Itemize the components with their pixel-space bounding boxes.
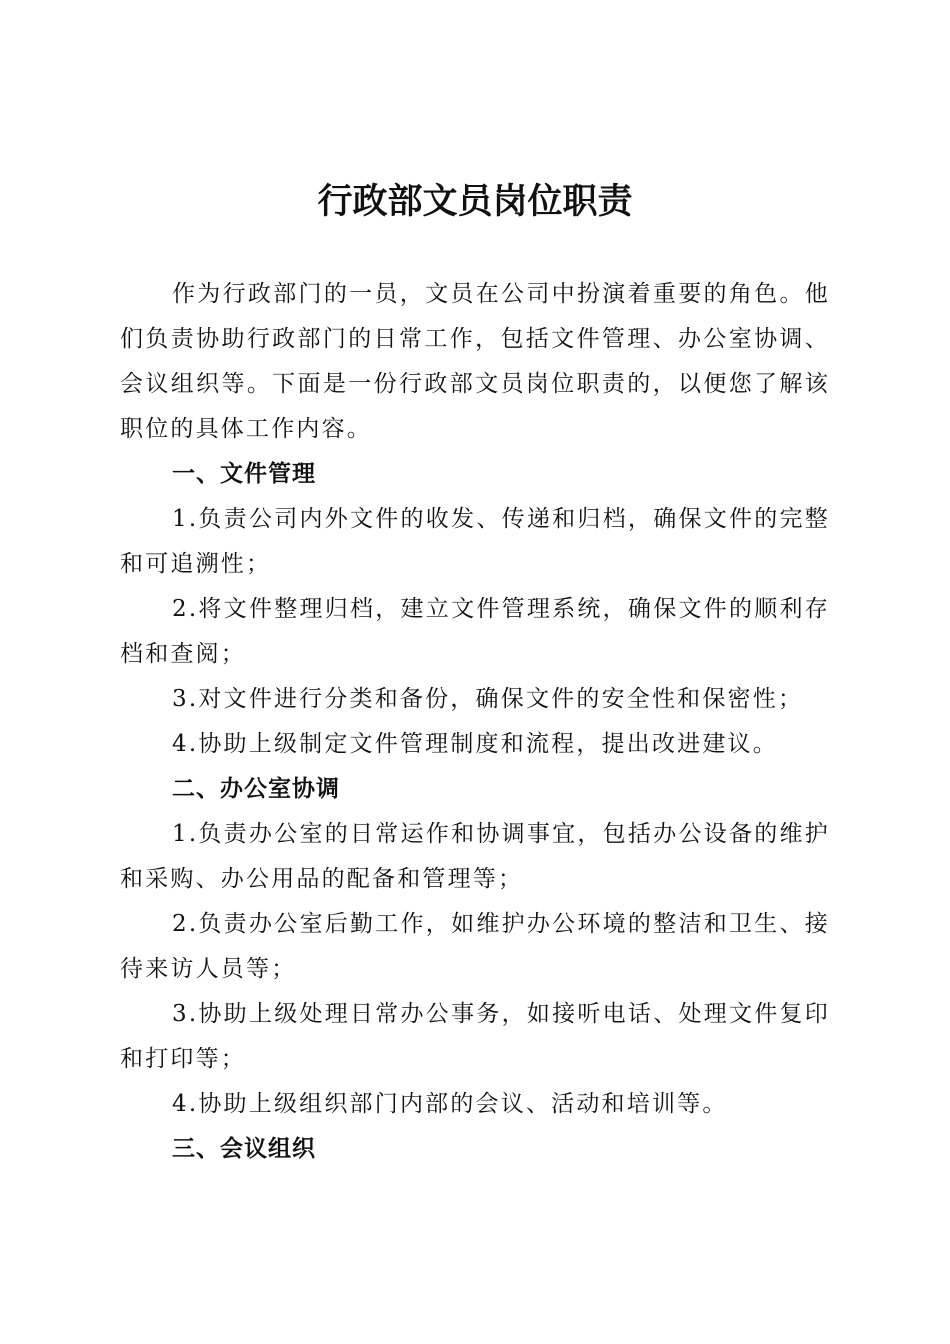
section-heading-file-management: 一、文件管理 bbox=[172, 461, 316, 487]
document-body bbox=[120, 272, 830, 1172]
section-heading-meeting-organization: 三、会议组织 bbox=[172, 1136, 316, 1162]
list-item: 3.协助上级处理日常办公事务，如接听电话、处理文件复印和打印等； bbox=[120, 1001, 830, 1072]
document-title: 行政部文员岗位职责 bbox=[317, 181, 633, 222]
list-item: 3.对文件进行分类和备份，确保文件的安全性和保密性； bbox=[172, 686, 804, 712]
list-item: 2.将文件整理归档，建立文件管理系统，确保文件的顺利存档和查阅； bbox=[120, 596, 830, 667]
list-item: 4.协助上级组织部门内部的会议、活动和培训等。 bbox=[172, 1091, 728, 1117]
list-item: 2.负责办公室后勤工作，如维护办公环境的整洁和卫生、接待来访人员等； bbox=[120, 911, 830, 982]
intro-paragraph: 作为行政部门的一员，文员在公司中扮演着重要的角色。他们负责协助行政部门的日常工作，包括文件管理、办公室协调、会议组织等。下面是一份行政部文员岗位职责的，以便您了解该职位的具体工作内容。 bbox=[120, 281, 830, 442]
list-item: 1.负责公司内外文件的收发、传递和归档，确保文件的完整和可追溯性； bbox=[120, 506, 830, 577]
section-heading-office-coordination: 二、办公室协调 bbox=[172, 776, 340, 802]
list-item: 1.负责办公室的日常运作和协调事宜，包括办公设备的维护和采购、办公用品的配备和管理等； bbox=[120, 821, 830, 892]
list-item: 4.协助上级制定文件管理制度和流程，提出改进建议。 bbox=[172, 731, 778, 757]
